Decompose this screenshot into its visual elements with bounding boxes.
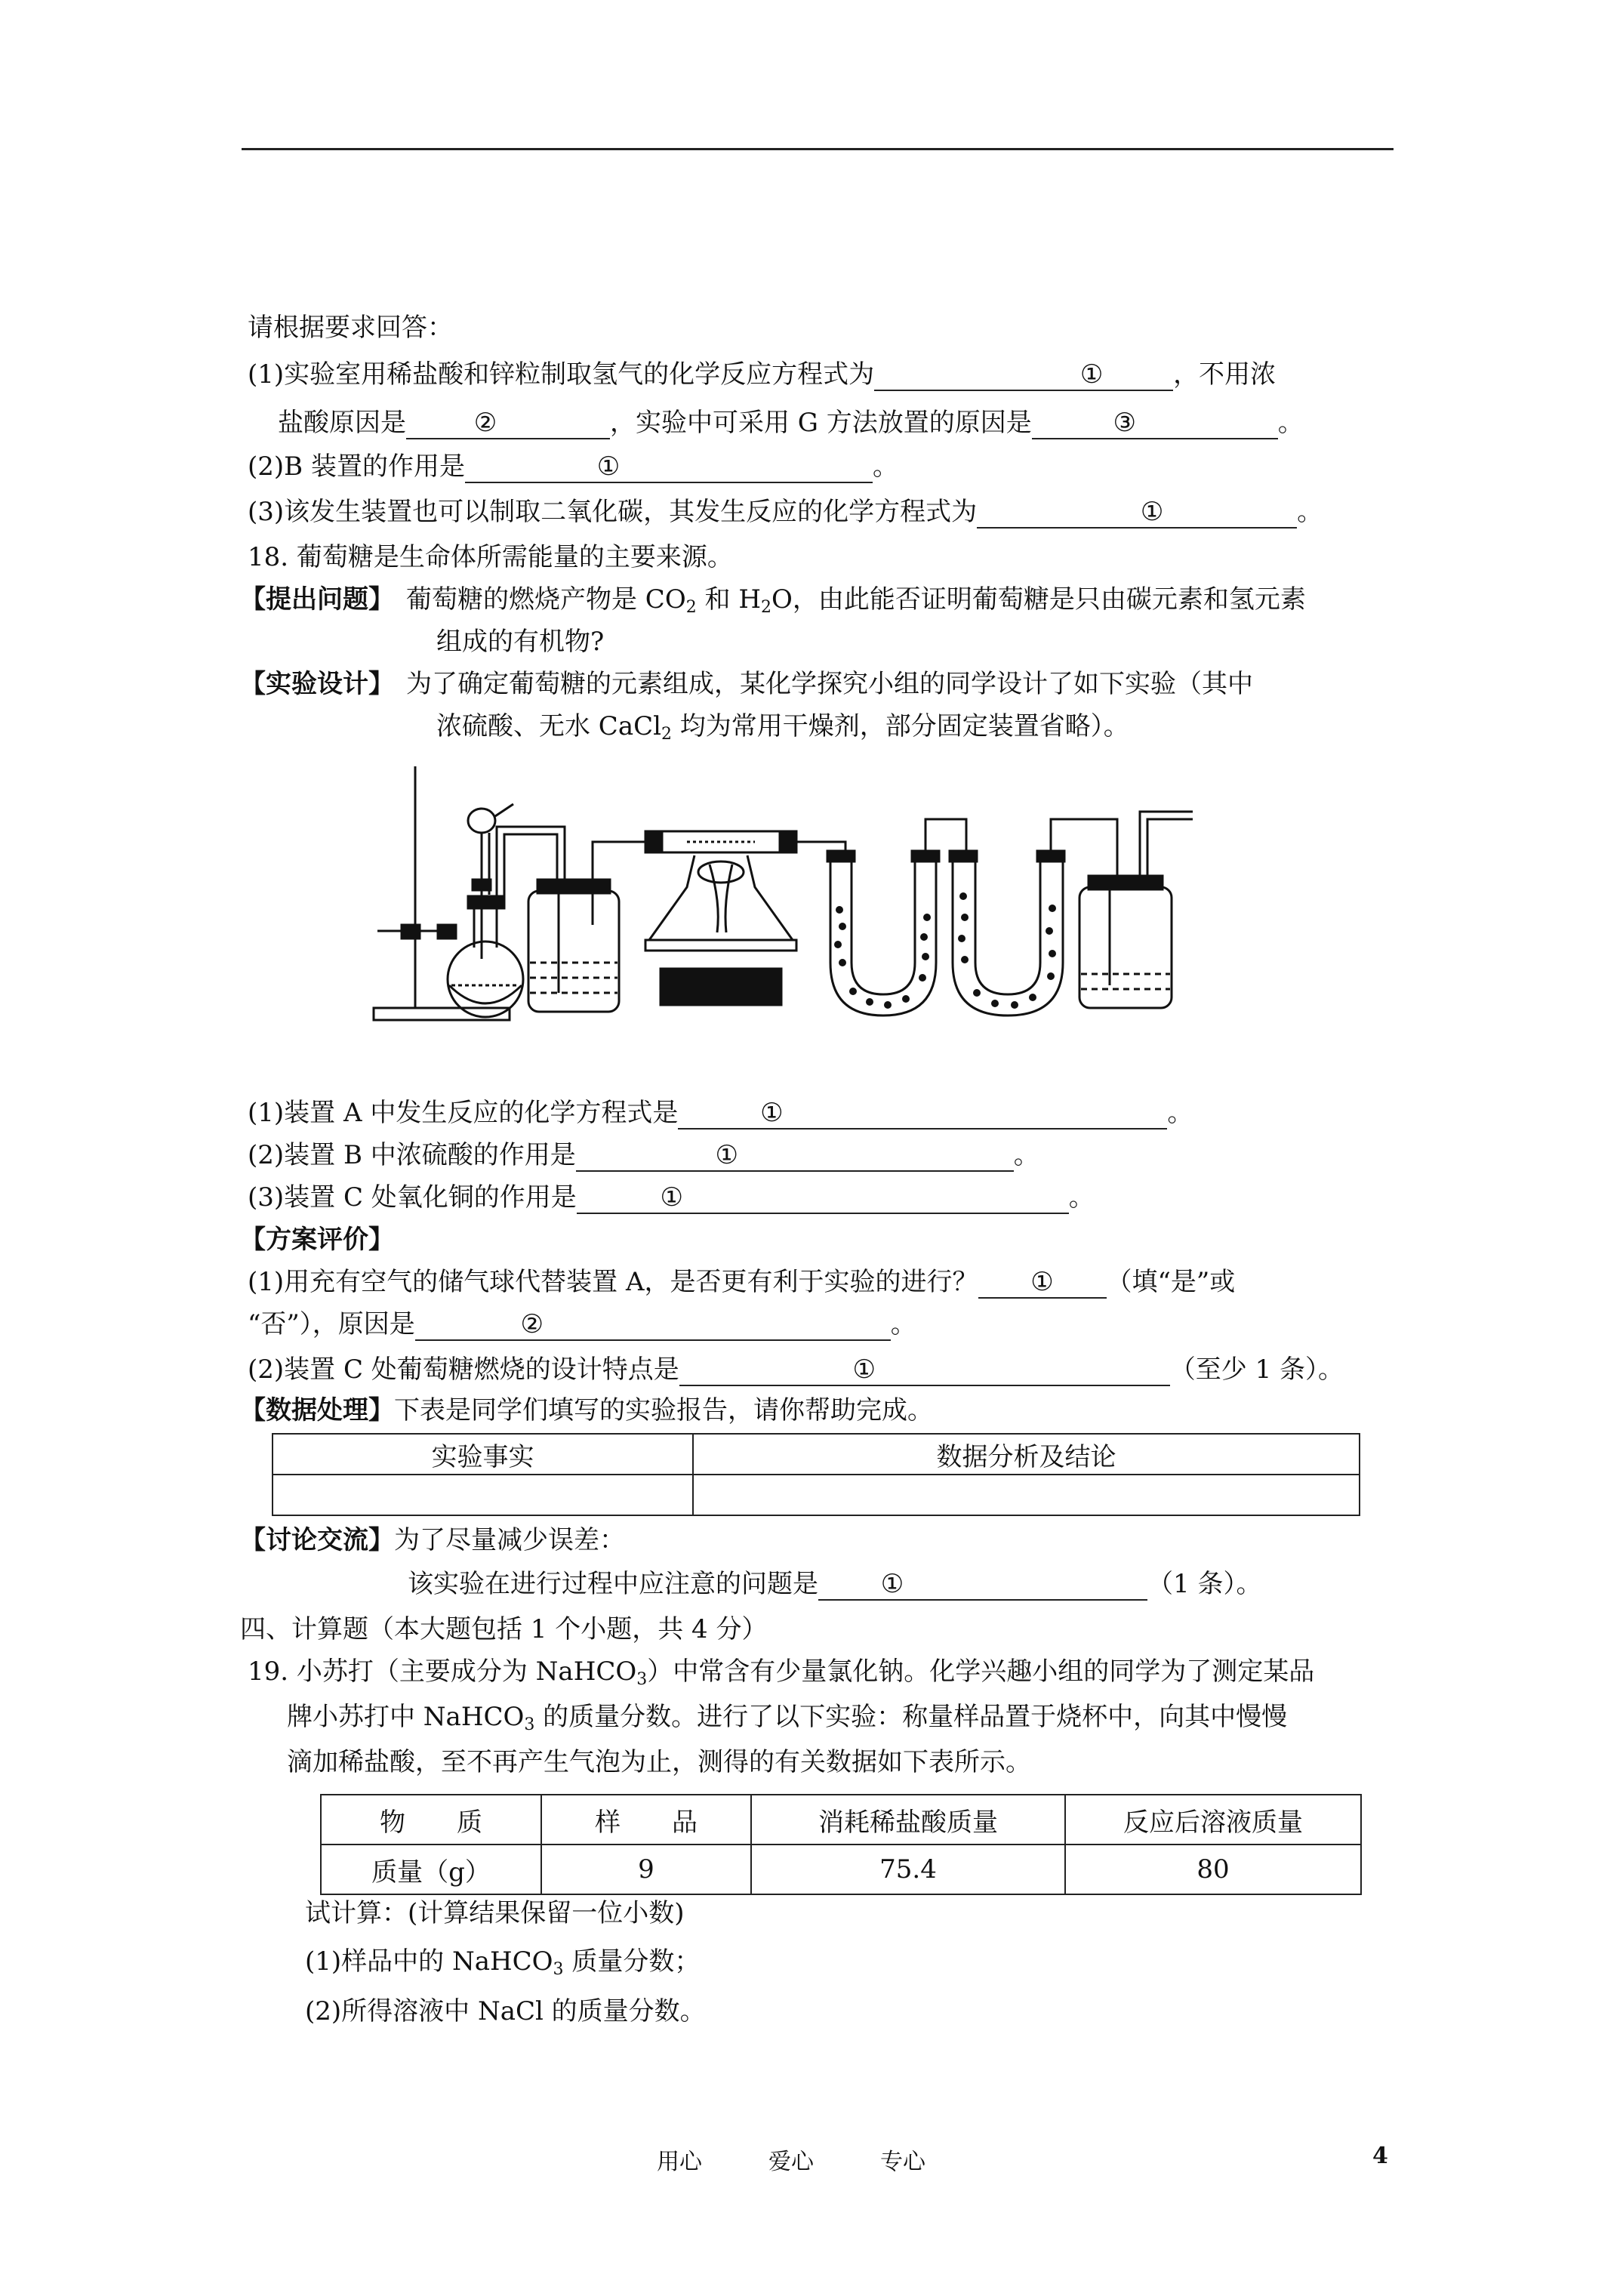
table-cell-solution-mass: 80 bbox=[1065, 1845, 1361, 1894]
answer-blank[interactable]: ① bbox=[818, 1569, 1147, 1601]
q18-a3: (3)装置 C 处氧化铜的作用是 ① 。 bbox=[248, 1182, 1095, 1213]
q19-line1: 19. 小苏打（主要成分为 NaHCO$_3$）中常含有少量氯化钠。化学兴趣小组的同学为了测定某品 bbox=[248, 1657, 1315, 1689]
answer-blank[interactable]: ① bbox=[678, 1098, 1167, 1130]
table-header-substance: 物 质 bbox=[321, 1795, 541, 1845]
report-header-analysis: 数据分析及结论 bbox=[693, 1434, 1360, 1475]
answer-blank[interactable]: ① bbox=[978, 1267, 1107, 1299]
footer-text-1: 用心 bbox=[657, 2149, 702, 2175]
q18-question-line2: 组成的有机物? bbox=[436, 627, 605, 657]
q19-c1: (1)样品中的 NaHCO$_3$ 质量分数； bbox=[305, 1946, 701, 1979]
report-header-fact: 实验事实 bbox=[273, 1434, 693, 1475]
intro-line: 请根据要求回答： bbox=[248, 313, 453, 343]
q19-c2: (2)所得溶液中 NaCl 的质量分数。 bbox=[305, 1996, 706, 2026]
q18-design-line2: 浓硫酸、无水 CaCl$_2$ 均为常用干燥剂，部分固定装置省略）。 bbox=[436, 711, 1129, 744]
q17-line2: 盐酸原因是 ② ，实验中可采用 G 方法放置的原因是 ③ 。 bbox=[278, 408, 1304, 438]
answer-blank[interactable]: ① bbox=[679, 1354, 1170, 1386]
header-rule bbox=[242, 148, 1394, 150]
q18-e1-line2: “否”），原因是 ② 。 bbox=[248, 1309, 916, 1339]
table-header-acid-mass: 消耗稀盐酸质量 bbox=[751, 1795, 1065, 1845]
footer-text-3: 专心 bbox=[880, 2149, 925, 2175]
q19-line2: 牌小苏打中 NaHCO$_3$ 的质量分数。进行了以下实验：称量样品置于烧杯中，向其中慢慢 bbox=[287, 1702, 1288, 1734]
q18-a1: (1)装置 A 中发生反应的化学方程式是 ① 。 bbox=[248, 1098, 1193, 1128]
q18-eval-tag: 【方案评价】 bbox=[240, 1225, 394, 1255]
answer-blank[interactable]: ① bbox=[874, 359, 1173, 391]
table-cell-acid-mass: 75.4 bbox=[751, 1845, 1065, 1894]
answer-blank[interactable]: ① bbox=[977, 497, 1297, 529]
q18-e1-line1: (1)用充有空气的储气球代替装置 A，是否更有利于实验的进行？ ① （填“是”或 bbox=[248, 1267, 1236, 1297]
q18-data-line: 【数据处理】下表是同学们填写的实验报告，请你帮助完成。 bbox=[240, 1395, 933, 1425]
q18-e2: (2)装置 C 处葡萄糖燃烧的设计特点是 ① （至少 1 条）。 bbox=[248, 1354, 1344, 1385]
report-cell-analysis[interactable] bbox=[693, 1475, 1360, 1515]
report-cell-fact[interactable] bbox=[273, 1475, 693, 1515]
q17-line3: (2)B 装置的作用是 ① 。 bbox=[248, 451, 898, 482]
q18-design-line1: 【实验设计】 为了确定葡萄糖的元素组成，某化学探究小组的同学设计了如下实验（其中 bbox=[240, 669, 1253, 699]
table-header-sample: 样 品 bbox=[541, 1795, 751, 1845]
answer-blank[interactable]: ③ bbox=[1032, 408, 1278, 439]
section-4-title: 四、计算题（本大题包括 1 个小题，共 4 分） bbox=[240, 1614, 768, 1644]
footer-text-2: 爱心 bbox=[768, 2149, 814, 2175]
q18-discuss-line2: 该实验在进行过程中应注意的问题是 ① （1 条）。 bbox=[408, 1569, 1262, 1599]
q19-calc: 试计算：(计算结果保留一位小数) bbox=[305, 1898, 685, 1928]
q18-a2: (2)装置 B 中浓硫酸的作用是 ① 。 bbox=[248, 1140, 1039, 1170]
answer-blank[interactable]: ② bbox=[406, 408, 610, 439]
table-cell-label: 质量（g） bbox=[321, 1845, 541, 1894]
answer-blank[interactable]: ① bbox=[576, 1140, 1014, 1172]
q17-line1: (1)实验室用稀盐酸和锌粒制取氢气的化学反应方程式为 ① ，不用浓 bbox=[248, 359, 1277, 390]
q19-line3: 滴加稀盐酸，至不再产生气泡为止，测得的有关数据如下表所示。 bbox=[287, 1747, 1031, 1777]
data-table bbox=[320, 1794, 1362, 1895]
table-header-solution-mass: 反应后溶液质量 bbox=[1065, 1795, 1361, 1845]
apparatus-diagram bbox=[362, 759, 1283, 1038]
page-number: 4 bbox=[1372, 2143, 1388, 2169]
q18-question-line1: 【提出问题】 葡萄糖的燃烧产物是 $CO_2$ 和 $H_2O$，由此能否证明葡萄糖是只由碳元素和氢元素 bbox=[240, 584, 1306, 617]
report-table bbox=[272, 1433, 1360, 1516]
answer-blank[interactable]: ② bbox=[415, 1309, 891, 1341]
q18-discuss-line1: 【讨论交流】为了尽量减少误差： bbox=[240, 1525, 625, 1555]
q17-line4: (3)该发生装置也可以制取二氧化碳，其发生反应的化学方程式为 ① 。 bbox=[248, 497, 1323, 527]
answer-blank[interactable]: ① bbox=[577, 1182, 1069, 1214]
table-cell-sample: 9 bbox=[541, 1845, 751, 1894]
q18-title: 18. 葡萄糖是生命体所需能量的主要来源。 bbox=[248, 542, 733, 572]
answer-blank[interactable]: ① bbox=[465, 451, 873, 483]
